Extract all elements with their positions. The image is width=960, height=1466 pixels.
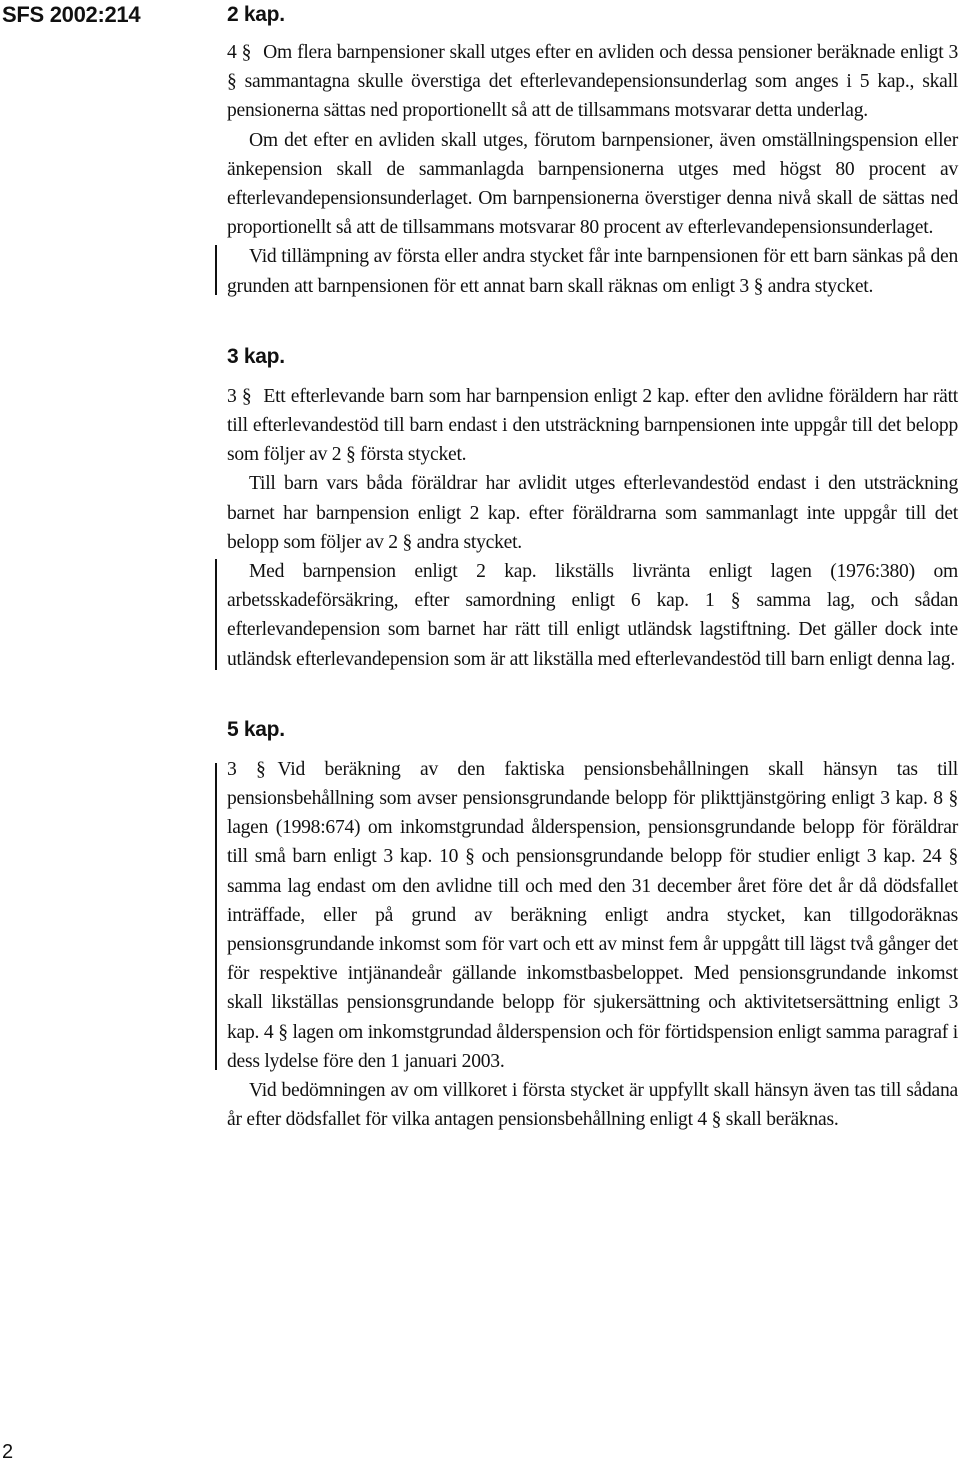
sfs-number: SFS 2002:214 (2, 2, 141, 27)
paragraph (227, 126, 958, 243)
section-number: 3 § (227, 385, 252, 407)
paragraph-text: Om flera barnpensioner skall utges efter en avliden och dessa pensioner beräknade enligt 3 § sammantagna skulle överstiga det efterlevandepensionsunderlag som anges i 5 kap., skall pensionerna sättas ned proportionellt så att de tillsammans motsvarar detta underlag. (227, 42, 958, 122)
chapter-heading: 5 kap. (227, 717, 285, 741)
change-marker-bar (215, 763, 217, 1070)
paragraph-text: Med barnpension enligt 2 kap. likställs livränta enligt lagen (1976:380) om arbetsskadeförsäkring, efter samordning enligt 6 kap. 1 § samma lag, och sådan efterlevandepension som barnet har rätt till enligt utländsk lagstiftning. Det gäller dock inte utländsk efterlevandepension som är att likställa med efterlevandestöd till barn enligt denna lag. (227, 561, 958, 670)
paragraph (227, 38, 958, 126)
paragraph-text: Vid tillämpning av första eller andra stycket får inte barnpensionen för ett barn sänkas på den grunden att barnpensionen för ett annat barn skall räknas om enligt 3 § andra stycket. (227, 246, 958, 297)
paragraph-text: Till barn vars båda föräldrar har avlidit utges efterlevandestöd endast i den utsträckning barnet har barnpension enligt 2 kap. efter föräldrarna som sammanlagt inte uppgår till det belopp som följer av 2 § andra stycket. (227, 473, 958, 553)
paragraph-text: Vid bedömningen av om villkoret i första stycket är uppfyllt skall hänsyn även tas till sådana år efter dödsfallet för vilka antagen pensionsbehållning enligt 4 § skall beräknas. (227, 1080, 958, 1131)
paragraph (227, 557, 958, 674)
section-number: 3 § (227, 758, 266, 780)
paragraph-text: Ett efterlevande barn som har barnpension enligt 2 kap. efter den avlidne föräldern har rätt till efterlevandestöd till barn endast i den utsträckning barnpensionen inte uppgår till det belopp som följer av 2 § första stycket. (227, 385, 958, 466)
document-body (227, 0, 958, 1135)
chapter-heading: 3 kap. (227, 344, 285, 368)
chapter-heading: 2 kap. (227, 3, 285, 26)
section-number: 4 § (227, 42, 252, 63)
paragraph-text: Om det efter en avliden skall utges, förutom barnpensioner, även omställningspension eller änkepension skall de sammanlagda barnpensionerna utges med högst 80 procent av efterlevandepensionsunderlaget. Om barnpensionerna överstiger denna nivå skall de sättas ned proportionellt så att de tillsammans motsvarar 80 procent av efterlevandepensionsunderlaget. (227, 129, 958, 239)
paragraph (227, 382, 958, 470)
paragraph (227, 1076, 958, 1134)
page-number: 2 (2, 1441, 14, 1463)
change-marker-bar (215, 245, 217, 294)
paragraph (227, 242, 958, 300)
paragraph (227, 755, 958, 1076)
change-marker-bar (215, 559, 217, 670)
paragraph-text: Vid beräkning av den faktiska pensionsbehållningen skall hänsyn tas till pensionsbehållning som avser pensionsgrundande belopp för plikttjänstgöring enligt 3 kap. 8 § lagen (1998:674) om inkomstgrundad ålderspension, pensionsgrundande belopp för föräldrar till små barn enligt 3 kap. 10 § och pensionsgrundande belopp för studier enligt 3 kap. 24 § samma lag endast om den avlidne till och med den 31 december året före det år då dödsfallet inträffade, eller på grund av beräkning enligt andra stycket, kan tillgodoräknas pensionsgrundande inkomst som för vart och ett av minst fem år uppgått till lägst två gånger det för respektive intjänandeår gällande inkomstbasbeloppet. Med pensionsgrundande inkomst skall likställas pensionsgrundande belopp för sjukersättning och aktivitetsersättning enligt 3 kap. 4 § lagen om inkomstgrundad ålderspension och för förtidspension enligt samma paragraf i dess lydelse före den 1 januari 2003. (227, 758, 958, 1072)
paragraph (227, 469, 958, 557)
